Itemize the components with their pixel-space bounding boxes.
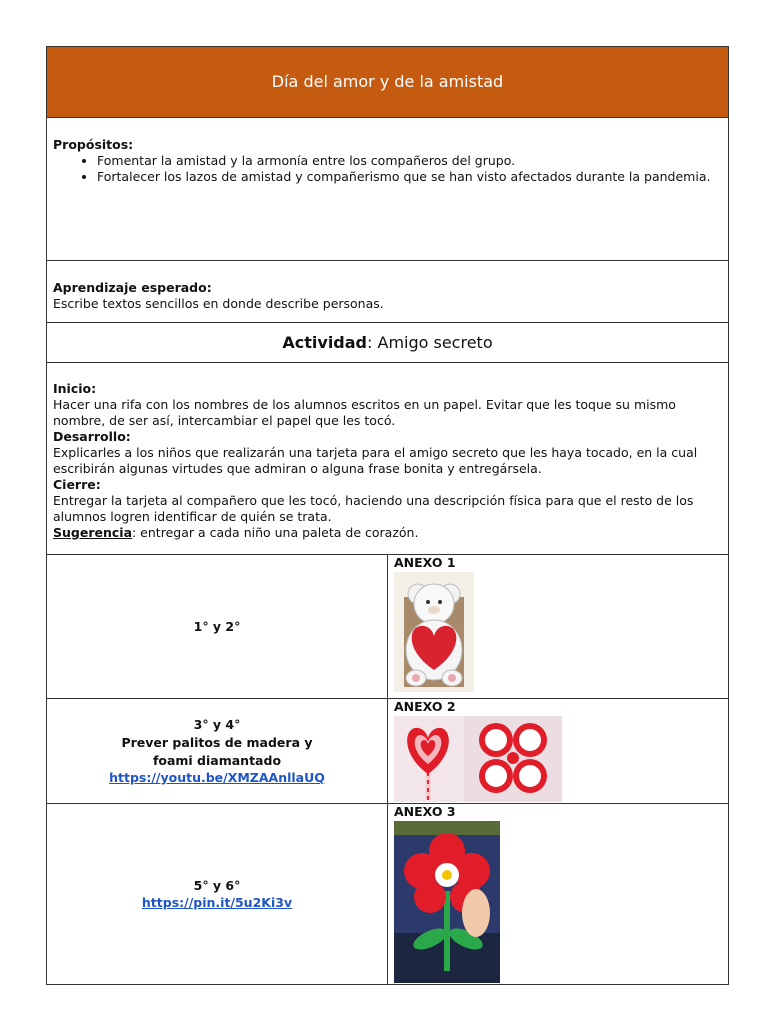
pinterest-link[interactable]: https://pin.it/5u2Ki3v (141, 895, 293, 910)
purpose-item: • Fomentar la amistad y la armonía entre los compañeros del grupo. (97, 153, 722, 169)
learning-text: Escribe textos sencillos en donde describe personas. (53, 296, 384, 311)
anexo-cell-3 (388, 804, 729, 985)
teddy-bear-heart-image (394, 572, 474, 692)
development-text: Explicarles a los niños que realizarán una tarjeta para el amigo secreto que les haya tocado, en la cual escribirán algunas virtudes que admiran o alguna frase bonita y entregársela. (53, 445, 698, 476)
suggestion-text: : entregar a cada niño una paleta de corazón. (132, 525, 419, 540)
anexo-cell-2 (388, 699, 729, 804)
activity-heading (47, 323, 729, 363)
anexo-label: ANEXO 3 (394, 804, 456, 819)
activity-label: Actividad (282, 332, 368, 352)
lesson-plan-table (46, 46, 729, 985)
learning-section (47, 261, 729, 323)
anexo-cell-1 (388, 555, 729, 699)
heart-crafts-image (394, 716, 562, 802)
purposes-label: Propósitos: (53, 137, 134, 152)
closing-label: Cierre: (53, 477, 101, 492)
grade-label: 1° y 2° (193, 618, 241, 634)
anexo-label: ANEXO 2 (394, 699, 456, 714)
learning-label: Aprendizaje esperado: (53, 280, 212, 295)
youtube-link[interactable]: https://youtu.be/XMZAAnllaUQ (109, 770, 325, 785)
grade-cell-1-2 (47, 555, 388, 699)
document-title: Día del amor y de la amistad (47, 47, 729, 118)
sequence-section (47, 363, 729, 555)
start-text: Hacer una rifa con los nombres de los alumnos escritos en un papel. Evitar que les toque su mismo nombre, de ser así, intercambiar el papel que les tocó. (53, 397, 676, 428)
anexo-label: ANEXO 1 (394, 555, 456, 570)
grade-cell-5-6 (47, 804, 388, 985)
start-label: Inicio: (53, 381, 97, 396)
grade-cell-3-4 (47, 699, 388, 804)
development-label: Desarrollo: (53, 429, 131, 444)
purposes-section (47, 118, 729, 261)
lesson-plan-document (46, 46, 729, 985)
closing-text: Entregar la tarjeta al compañero que les tocó, haciendo una descripción física para que el resto de los alumnos logren identificar de quién se trata. (53, 493, 694, 524)
suggestion-label: Sugerencia (53, 525, 132, 540)
purposes-list (53, 153, 722, 185)
materials-note: foami diamantado (152, 753, 282, 768)
flower-hearts-image (394, 821, 500, 983)
suggestion (53, 525, 722, 541)
grade-label: 3° y 4° (193, 717, 241, 732)
materials-note: Prever palitos de madera y (121, 735, 313, 750)
activity-name: : Amigo secreto (367, 332, 493, 352)
purpose-item: • Fortalecer los lazos de amistad y compañerismo que se han visto afectados durante la pandemia. (97, 169, 722, 185)
grade-label: 5° y 6° (193, 878, 241, 893)
